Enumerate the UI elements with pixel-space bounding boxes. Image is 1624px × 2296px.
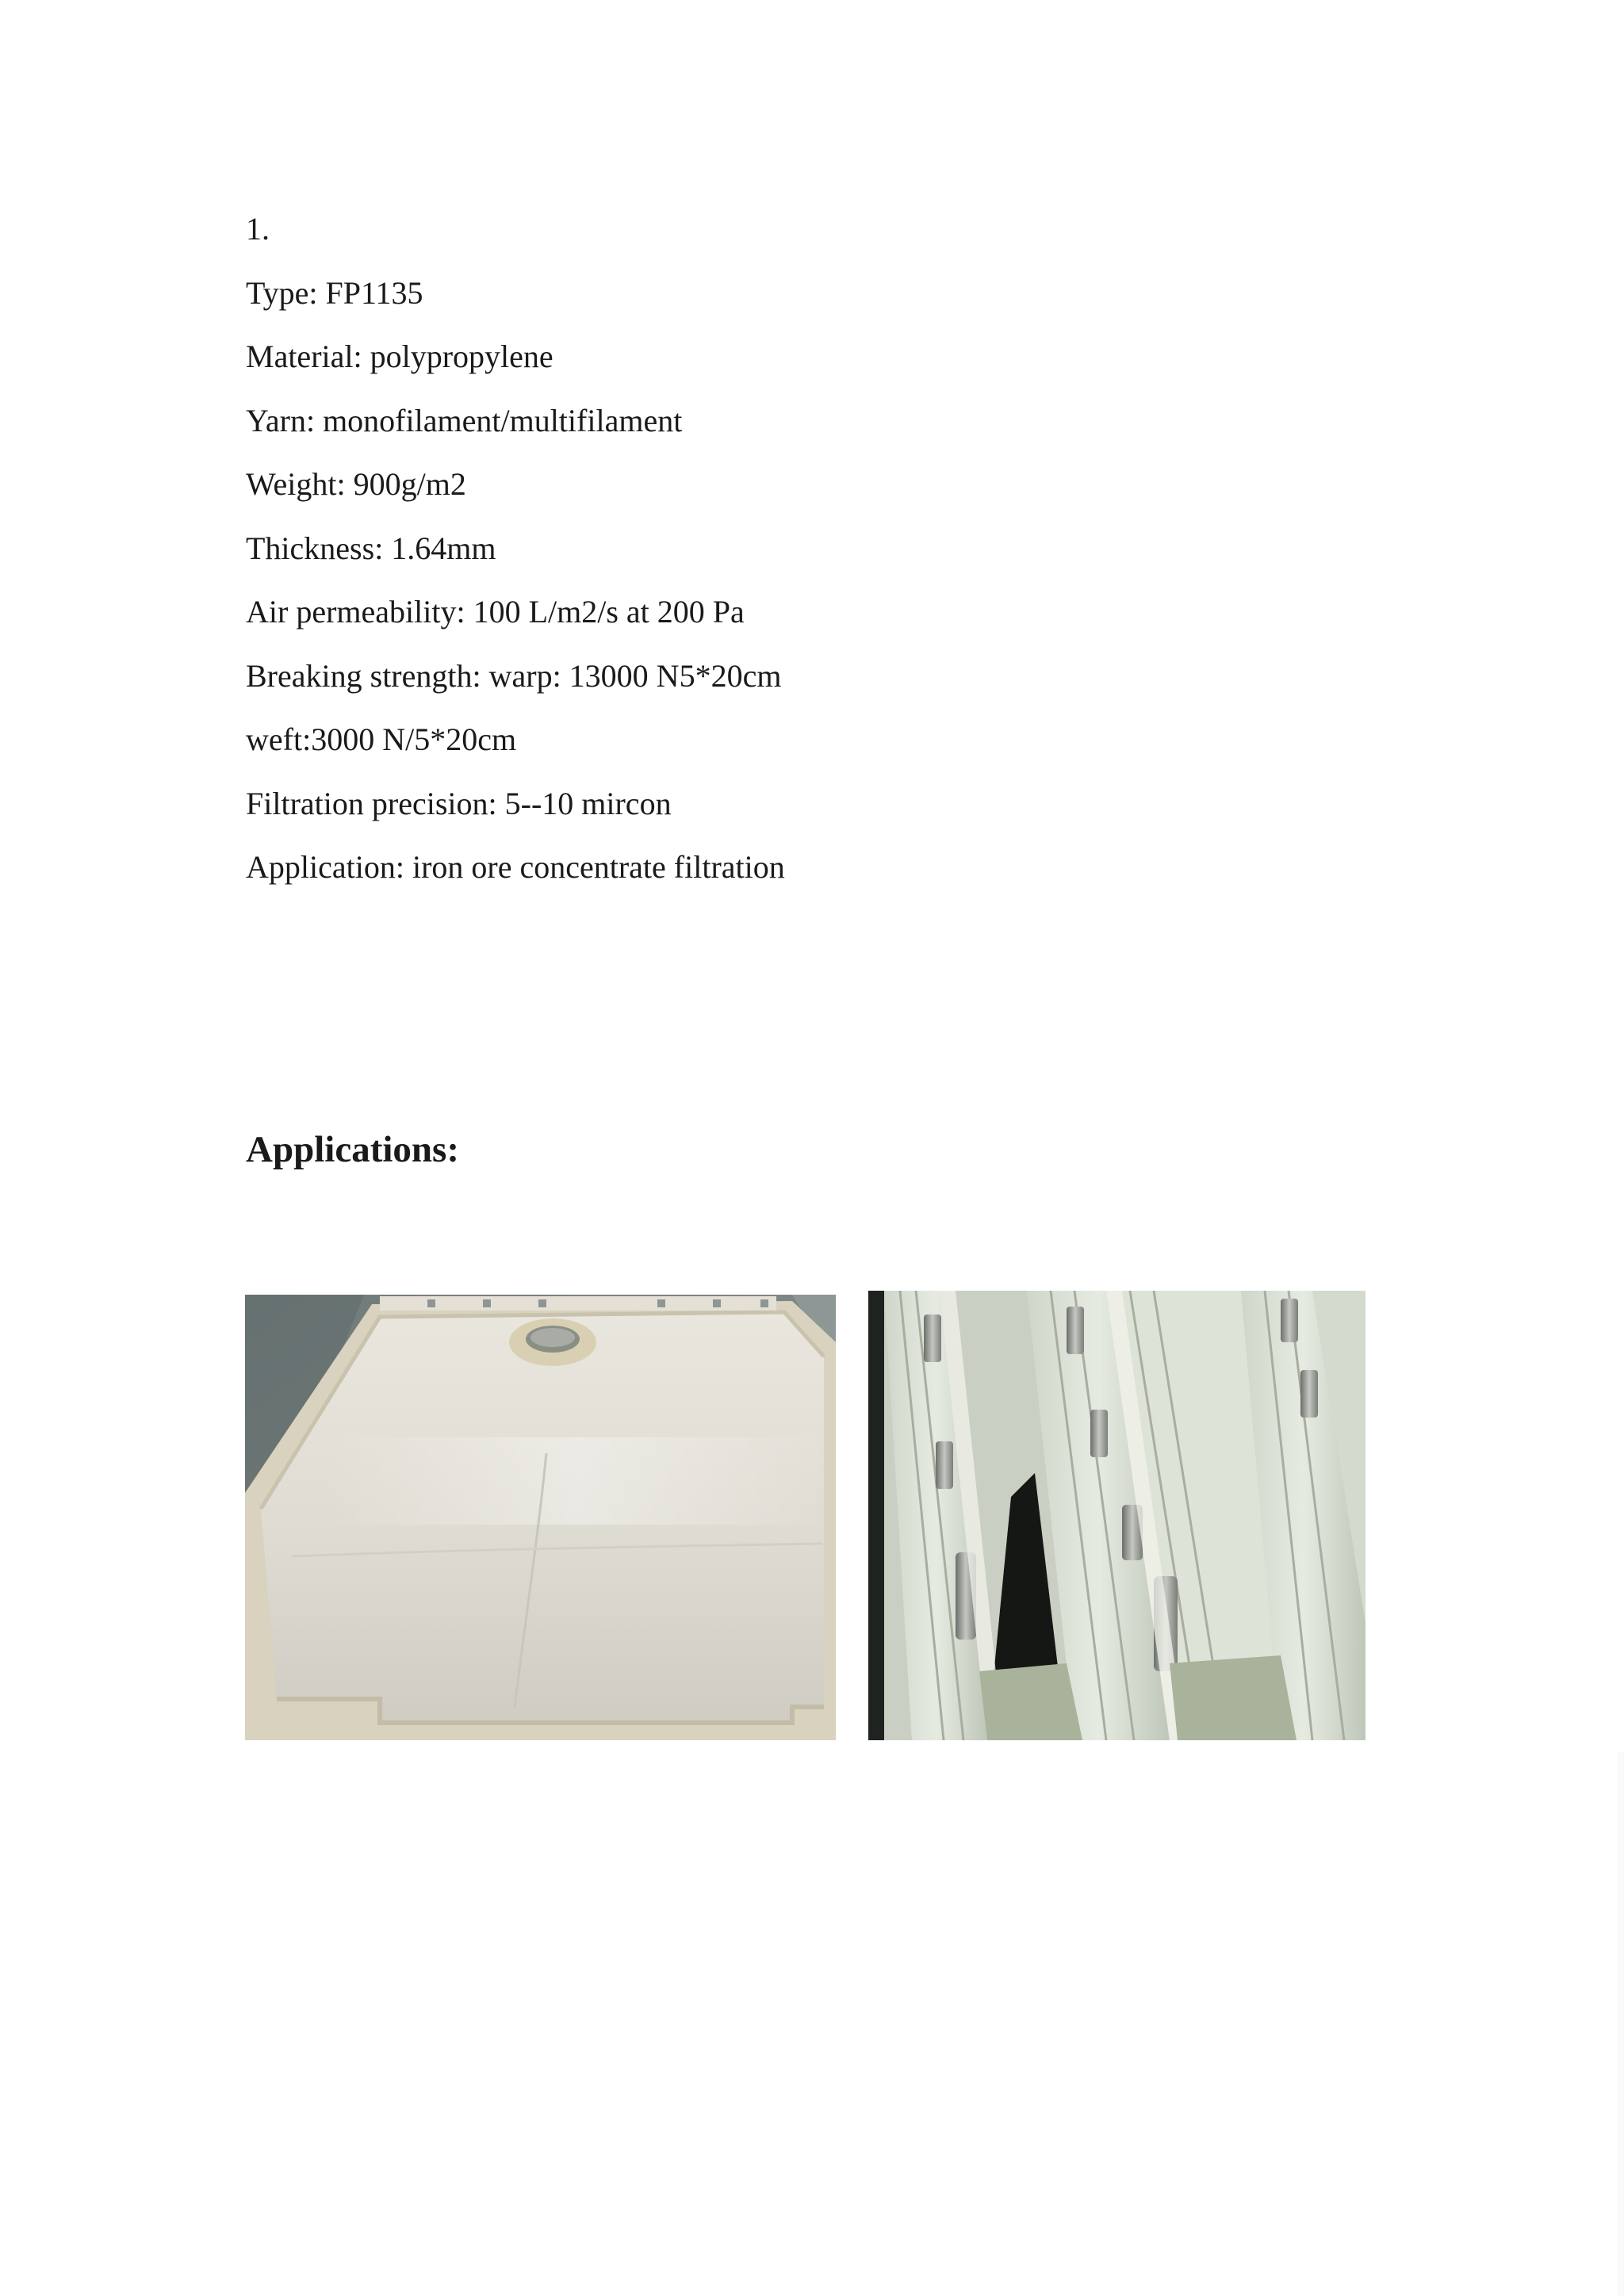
spec-air-permeability: Air permeability: 100 L/m2/s at 200 Pa bbox=[246, 594, 745, 629]
item-number: 1. bbox=[246, 211, 270, 247]
filter-cloth-photo bbox=[245, 1295, 836, 1740]
spec-weight: Weight: 900g/m2 bbox=[246, 466, 466, 502]
spec-type: Type: FP1135 bbox=[246, 274, 423, 311]
spec-material: Material: polypropylene bbox=[246, 339, 553, 374]
applications-heading: Applications: bbox=[246, 1129, 459, 1170]
spec-yarn: Yarn: monofilament/multifilament bbox=[246, 402, 683, 438]
filter-press-plates-photo bbox=[868, 1291, 1365, 1740]
spec-breaking-strength-warp: Breaking strength: warp: 13000 N5*20cm bbox=[246, 657, 782, 694]
page-edge-shade bbox=[1618, 1752, 1624, 2296]
spec-application: Application: iron ore concentrate filtration bbox=[246, 849, 785, 885]
spec-list bbox=[246, 205, 785, 907]
spec-thickness: Thickness: 1.64mm bbox=[246, 530, 496, 566]
spec-filtration-precision: Filtration precision: 5--10 mircon bbox=[246, 785, 672, 821]
spec-breaking-strength-weft: weft:3000 N/5*20cm bbox=[246, 721, 517, 757]
